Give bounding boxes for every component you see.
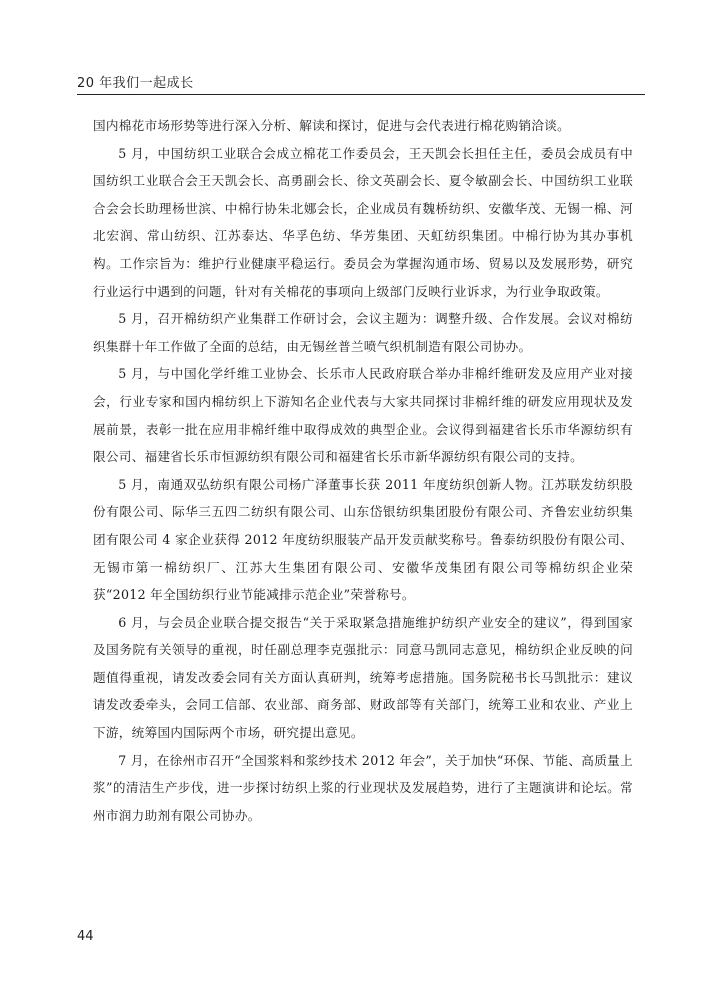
paragraph-continuation: 国内棉花市场形势等进行深入分析、解读和探讨，促进与会代表进行棉花购销洽谈。 — [93, 118, 571, 133]
paragraph-cluster-seminar: 5 月，召开棉纺织产业集群工作研讨会，会议主题为：调整升级、合作发展。会议对棉纺织集群十年工作做了全面的总结，由无锡丝普兰喷气织机制造有限公司协办。 — [93, 311, 633, 354]
running-header-title: 20 年我们一起成长 — [77, 76, 194, 91]
paragraph-cotton-committee: 5 月，中国纺织工业联合会成立棉花工作委员会，王天凯会长担任主任，委员会成员有中国纺织工业联合会王天凯会长、高勇副会长、徐文英副会长、夏令敏副会长、中国纺织工业联合会会长助理杨世滨、中棉行协朱北娜会长，企业成员有魏桥纺织、安徽华茂、无锡一棉、河北宏润、常山纺织、江苏泰达、华孚色纺、华芳集团、天虹纺织集团。中棉行协为其办事机构。工作宗旨为：维护行业健康平稳运行。委员会为掌握沟通市场、贸易以及发展形势，研究行业运行中遇到的问题，针对有关棉花的事项向上级部门反映行业诉求，为行业争取政策。 — [93, 145, 633, 299]
page-number: 44 — [77, 929, 94, 944]
body-text — [93, 112, 633, 829]
paragraph-awards: 5 月，南通双弘纺织有限公司杨广泽董事长获 2011 年度纺织创新人物。江苏联发纺织股份有限公司、际华三五四二纺织有限公司、山东岱银纺织集团股份有限公司、齐鲁宏业纺织集团有限公司 4 家企业获得 2012 年度纺织服装产品开发贡献奖称号。鲁泰纺织股份有限公司、无锡市第一棉纺织厂、江苏大生集团有限公司、安徽华茂集团有限公司等棉纺织企业荣获“2012 年全国纺织行业节能减排示范企业”荣誉称号。 — [93, 476, 633, 603]
paragraph-industry-report: 6 月，与会员企业联合提交报告“关于采取紧急措施维护纺织产业安全的建议”，得到国家及国务院有关领导的重视，时任副总理李克强批示：同意马凯同志意见，棉纺织企业反映的问题值得重视，请发改委会同有关方面认真研判，统筹考虑措施。国务院秘书长马凯批示：建议请发改委牵头，会同工信部、农业部、商务部、财政部等有关部门，统筹工业和农业、产业上下游，统筹国内国际两个市场，研究提出意见。 — [93, 614, 633, 741]
running-header — [77, 68, 645, 95]
paragraph-non-cotton-fiber: 5 月，与中国化学纤维工业协会、长乐市人民政府联合举办非棉纤维研发及应用产业对接会，行业专家和国内棉纺织上下游知名企业代表与大家共同探讨非棉纤维的研发应用现状及发展前景，表彰一批在应用非棉纤维中取得成效的典型企业。会议得到福建省长乐市华源纺织有限公司、福建省长乐市恒源纺织有限公司和福建省长乐市新华源纺织有限公司的支持。 — [93, 366, 633, 465]
paragraph-sizing-conference: 7 月，在徐州市召开“全国浆料和浆纱技术 2012 年会”，关于加快“环保、节能、高质量上浆”的清洁生产步伐，进一步探讨纺织上浆的行业现状及发展趋势，进行了主题演讲和论坛。常州市润力助剂有限公司协办。 — [93, 752, 633, 823]
